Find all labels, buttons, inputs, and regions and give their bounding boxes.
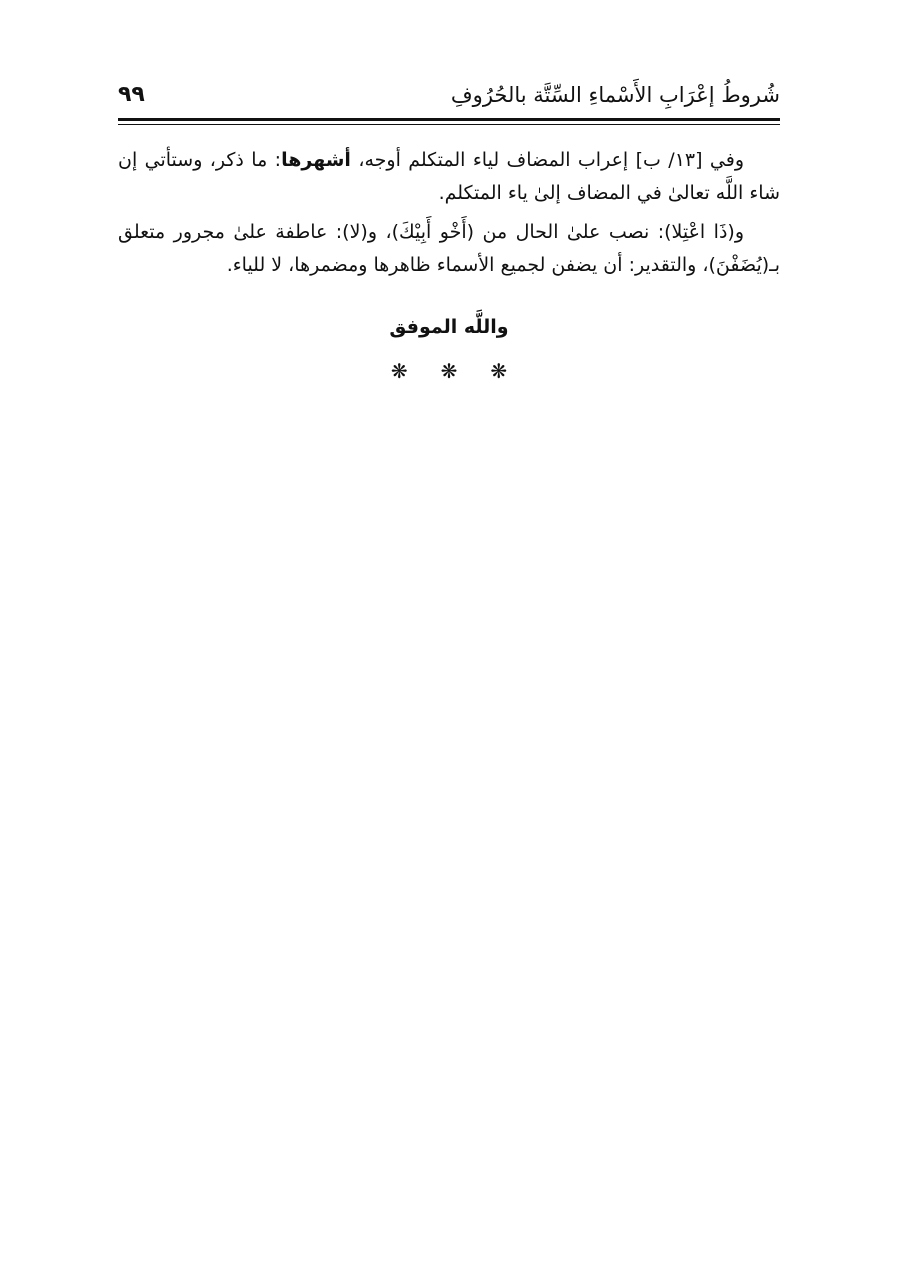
header-rule-thick [118, 118, 780, 121]
page-number: ٩٩ [118, 82, 145, 107]
paragraph-2: و(ذَا اعْتِلا): نصب علىٰ الحال من (أَخْو أَبِيْكَ)، و(لا): عاطفة علىٰ مجرور متعلق بـ(يُضَفْنَ)، والتقدير: أن يضفن لجميع الأسماء ظاهرها ومضمرها، لا للياء. [118, 221, 780, 276]
body-text [118, 144, 780, 282]
running-title: شُروطُ إعْرَابِ الأَسْماءِ السِّتَّة بالحُرُوفِ [450, 83, 780, 107]
closing-phrase: واللَّه الموفق [389, 316, 509, 338]
paragraph-1-start: وفي [١٣/ ب] إعراب المضاف لياء المتكلم أوجه، [350, 149, 745, 171]
page-header [118, 80, 780, 114]
paragraph-1-bold-term: أشهرها [281, 149, 351, 171]
paragraph-1 [118, 144, 780, 210]
paragraph-1-end: : ما ذكر، وستأتي إن شاء اللَّه تعالىٰ في المضاف إلىٰ ياء المتكلم. [118, 149, 780, 204]
section-separator-stars: ❋ ❋ ❋ [390, 359, 508, 383]
header-rule-thin [118, 124, 780, 125]
